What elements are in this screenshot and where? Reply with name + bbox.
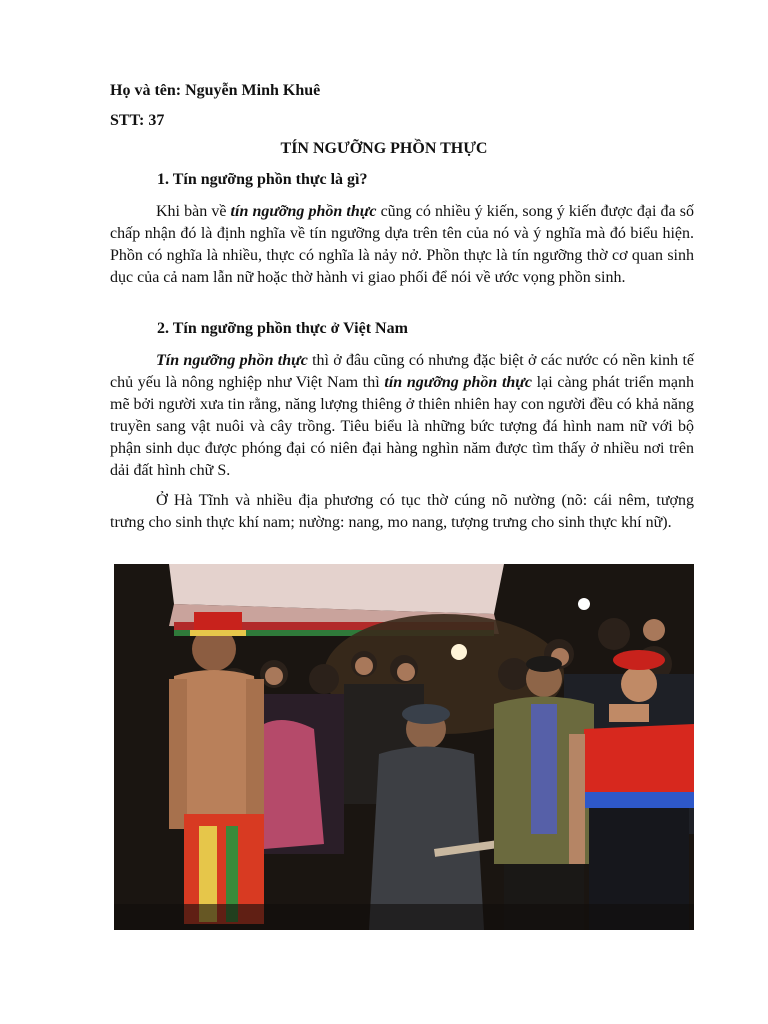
emphasis-term: Tín ngưỡng phồn thực [156,352,308,369]
student-name: Họ và tên: Nguyễn Minh Khuê [110,82,321,99]
emphasis-term: tín ngưỡng phồn thực [384,374,532,391]
text-run: lại càng phát triển mạnh mẽ bởi người xưa tin rằng, năng lượng thiêng ở thiên nhiên hay con người đều có khả năng truyền sang vật nuôi và cây trồng. Tiêu biểu là những bức tượng đá hình nam nữ với bộ phận sinh dục được phóng đại có niên đại hàng nghìn năm được tìm thấy ở nhiều nơi trên dải đất hình chữ S. [110,374,695,479]
paragraph-vietnam [110,350,694,482]
photo-illustration [114,564,694,930]
section-heading-1: 1. Tín ngưỡng phồn thực là gì? [157,171,368,188]
text-run: thì ở đâu cũng có nhưng đặc biệt ở các nước có nền kinh tế chủ yếu là nông nghiệp như Việt Nam thì [110,352,694,391]
paragraph-ha-tinh: Ở Hà Tĩnh và nhiều địa phương có tục thờ cúng nõ nường (nõ: cái nêm, tượng trưng cho sinh thực khí nam; nường: nang, mo nang, tượng trưng cho sinh thực khí nữ). [110,492,694,531]
paragraph-definition [110,201,694,289]
text-run: Khi bàn về [156,203,231,220]
ceremony-photo [114,564,694,930]
emphasis-term: tín ngưỡng phồn thực [230,203,377,220]
section-heading-2: 2. Tín ngưỡng phồn thực ở Việt Nam [157,320,408,337]
text-run: cũng có nhiều ý kiến, song ý kiến được đại đa số chấp nhận đó là định nghĩa về tín ngưỡng dựa trên tên của nó và ý nghĩa mà đó biểu hiện. Phồn có nghĩa là nhiều, thực có nghĩa là nảy nở. Phồn thực là tín ngưỡng thờ cơ quan sinh dục của cả nam lẫn nữ hoặc thờ hành vi giao phối để nói về ước vọng phồn sinh. [110,203,694,286]
student-number: STT: 37 [110,112,165,129]
document-title: TÍN NGƯỠNG PHỒN THỰC [280,140,488,157]
